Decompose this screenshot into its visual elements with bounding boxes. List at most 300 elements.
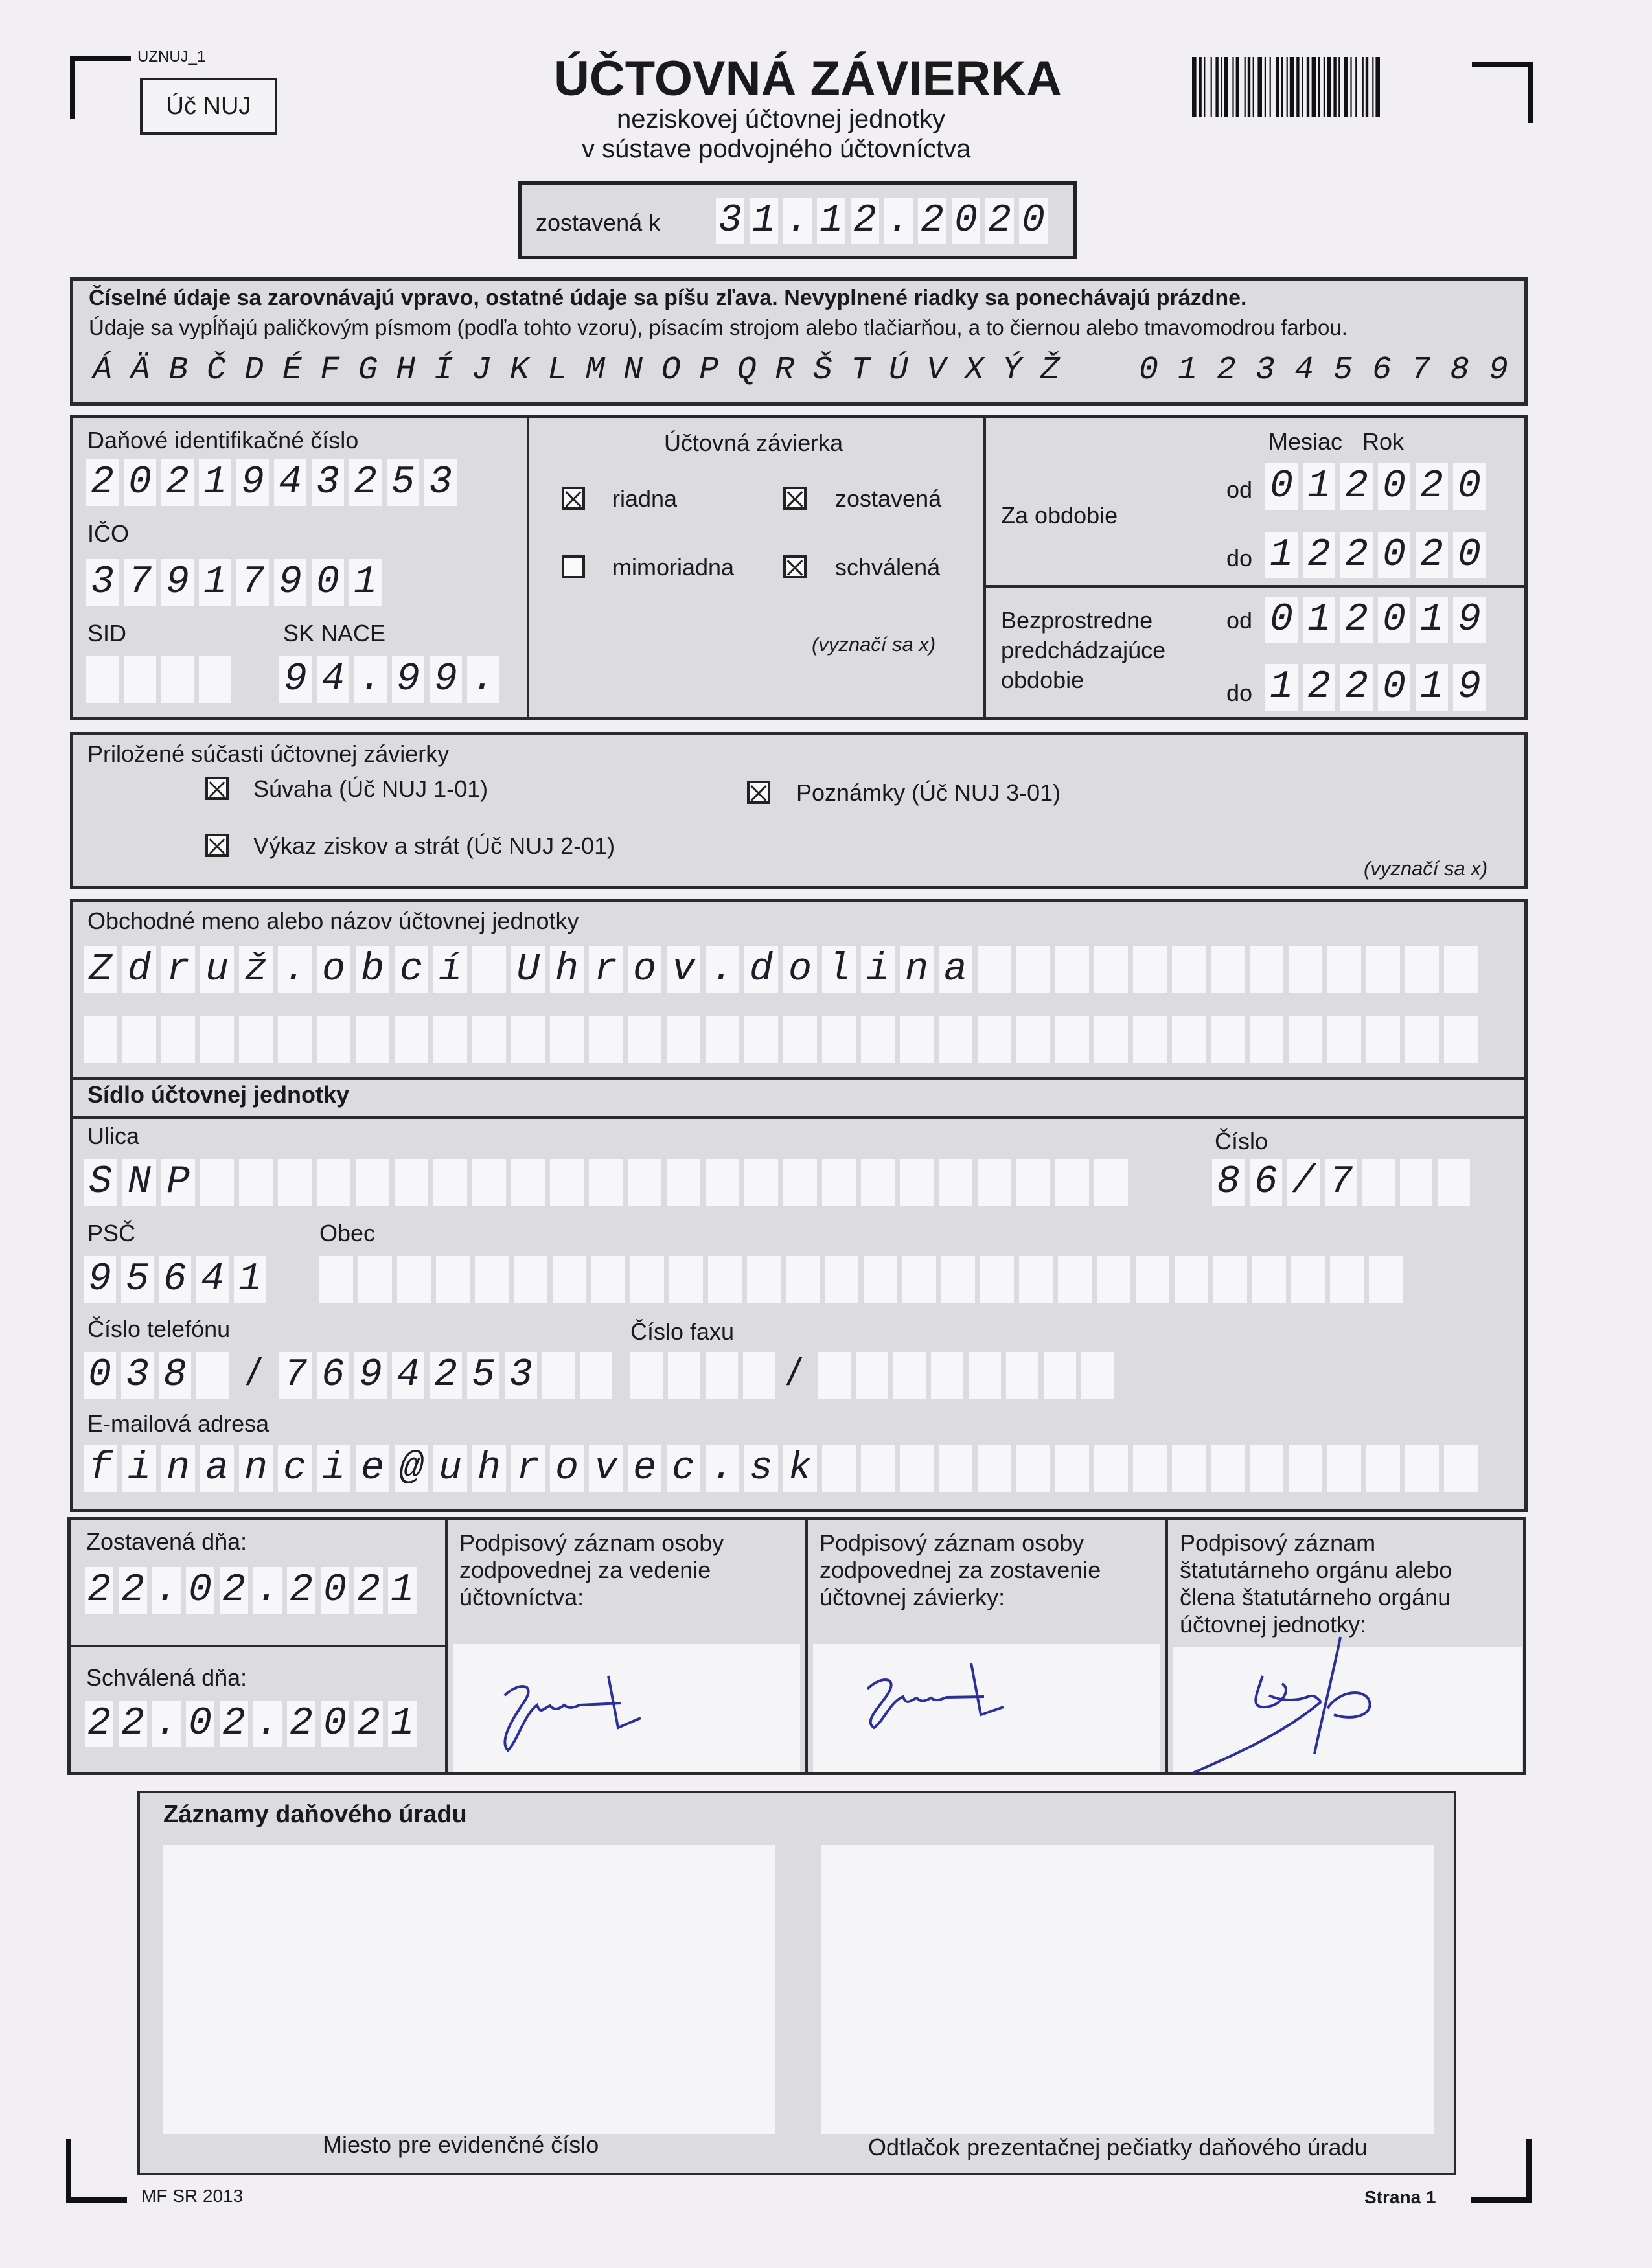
char-cell[interactable]: 7 <box>236 559 269 606</box>
approved-on-cells[interactable] <box>85 1701 422 1747</box>
char-cell[interactable] <box>358 1256 392 1303</box>
char-cell[interactable] <box>161 656 194 703</box>
char-cell[interactable] <box>196 1352 229 1399</box>
char-cell[interactable] <box>1055 1159 1089 1206</box>
char-cell[interactable]: i <box>122 1445 156 1492</box>
char-cell[interactable]: o <box>628 946 661 993</box>
char-cell[interactable] <box>472 1159 506 1206</box>
char-cell[interactable] <box>589 1159 623 1206</box>
char-cell[interactable] <box>1444 1016 1478 1063</box>
char-cell[interactable] <box>1330 1256 1364 1303</box>
char-cell[interactable]: P <box>161 1159 195 1206</box>
char-cell[interactable]: 2 <box>85 1701 113 1747</box>
char-cell[interactable] <box>856 1352 888 1399</box>
char-cell[interactable]: 0 <box>1378 532 1410 578</box>
char-cell[interactable] <box>356 1159 389 1206</box>
char-cell[interactable] <box>900 1159 934 1206</box>
char-cell[interactable] <box>747 1256 781 1303</box>
char-cell[interactable]: 0 <box>1265 597 1298 643</box>
char-cell[interactable]: 2 <box>1340 532 1373 578</box>
char-cell[interactable]: 1 <box>1303 463 1335 510</box>
char-cell[interactable] <box>1438 1159 1470 1206</box>
char-cell[interactable]: 9 <box>161 559 194 606</box>
char-cell[interactable]: í <box>433 946 467 993</box>
char-cell[interactable]: c <box>395 946 428 993</box>
char-cell[interactable] <box>706 1016 739 1063</box>
char-cell[interactable]: . <box>253 1701 282 1747</box>
char-cell[interactable] <box>1369 1256 1403 1303</box>
char-cell[interactable] <box>978 1159 1011 1206</box>
char-cell[interactable]: N <box>122 1159 156 1206</box>
char-cell[interactable]: 9 <box>1453 664 1486 711</box>
char-cell[interactable] <box>980 1256 1014 1303</box>
char-cell[interactable] <box>1211 946 1245 993</box>
char-cell[interactable]: 5 <box>121 1256 154 1303</box>
char-cell[interactable] <box>1444 1445 1478 1492</box>
char-cell[interactable] <box>124 656 156 703</box>
char-cell[interactable]: 2 <box>1303 532 1335 578</box>
char-cell[interactable]: d <box>744 946 778 993</box>
char-cell[interactable] <box>200 1016 234 1063</box>
char-cell[interactable] <box>1172 946 1206 993</box>
char-cell[interactable]: 9 <box>274 559 306 606</box>
char-cell[interactable] <box>818 1352 851 1399</box>
char-cell[interactable] <box>1327 1445 1361 1492</box>
char-cell[interactable]: n <box>161 1445 195 1492</box>
char-cell[interactable]: o <box>783 946 817 993</box>
char-cell[interactable] <box>1405 1016 1439 1063</box>
char-cell[interactable] <box>822 1016 856 1063</box>
char-cell[interactable]: 1 <box>199 559 231 606</box>
char-cell[interactable]: 2 <box>287 1567 315 1614</box>
char-cell[interactable]: h <box>550 946 584 993</box>
char-cell[interactable] <box>900 1016 934 1063</box>
char-cell[interactable]: 0 <box>186 1701 214 1747</box>
char-cell[interactable] <box>1366 946 1400 993</box>
char-cell[interactable] <box>630 1256 664 1303</box>
entity-name-cells-2[interactable] <box>84 1016 1483 1063</box>
char-cell[interactable]: h <box>472 1445 506 1492</box>
char-cell[interactable]: 7 <box>124 559 156 606</box>
char-cell[interactable] <box>84 1016 117 1063</box>
char-cell[interactable] <box>628 1159 661 1206</box>
char-cell[interactable] <box>433 1016 467 1063</box>
char-cell[interactable]: 0 <box>1378 664 1410 711</box>
char-cell[interactable] <box>978 946 1011 993</box>
char-cell[interactable]: 5 <box>387 459 419 506</box>
char-cell[interactable] <box>511 1016 545 1063</box>
char-cell[interactable]: 2 <box>85 1567 113 1614</box>
char-cell[interactable] <box>822 1159 856 1206</box>
char-cell[interactable]: 0 <box>312 559 344 606</box>
char-cell[interactable] <box>1405 1445 1439 1492</box>
char-cell[interactable]: 6 <box>159 1256 191 1303</box>
char-cell[interactable] <box>122 1016 156 1063</box>
evidence-number-area[interactable] <box>163 1845 775 2134</box>
char-cell[interactable]: . <box>783 198 812 244</box>
char-cell[interactable] <box>200 1159 234 1206</box>
char-cell[interactable]: r <box>161 946 195 993</box>
char-cell[interactable]: . <box>467 656 499 703</box>
sknace-cells[interactable] <box>279 656 505 703</box>
char-cell[interactable] <box>825 1256 858 1303</box>
char-cell[interactable] <box>1289 1016 1322 1063</box>
char-cell[interactable]: 1 <box>388 1567 417 1614</box>
char-cell[interactable]: 2 <box>86 459 119 506</box>
char-cell[interactable]: @ <box>395 1445 428 1492</box>
char-cell[interactable] <box>317 1159 350 1206</box>
char-cell[interactable] <box>744 1159 778 1206</box>
char-cell[interactable]: . <box>152 1567 181 1614</box>
char-cell[interactable] <box>1016 1159 1050 1206</box>
char-cell[interactable]: 8 <box>1212 1159 1245 1206</box>
char-cell[interactable] <box>1094 1445 1128 1492</box>
char-cell[interactable]: Z <box>84 946 117 993</box>
char-cell[interactable]: 1 <box>234 1256 266 1303</box>
char-cell[interactable]: 3 <box>86 559 119 606</box>
checkbox-riadna[interactable] <box>562 487 585 510</box>
char-cell[interactable] <box>514 1256 547 1303</box>
char-cell[interactable]: k <box>783 1445 817 1492</box>
char-cell[interactable]: 2 <box>430 1352 462 1399</box>
char-cell[interactable]: 1 <box>1265 664 1298 711</box>
char-cell[interactable] <box>1250 1445 1283 1492</box>
char-cell[interactable]: 7 <box>279 1352 312 1399</box>
checkbox-schvalena[interactable] <box>783 555 807 578</box>
char-cell[interactable]: v <box>589 1445 623 1492</box>
char-cell[interactable]: v <box>667 946 700 993</box>
char-cell[interactable]: c <box>667 1445 700 1492</box>
char-cell[interactable] <box>319 1256 353 1303</box>
char-cell[interactable] <box>969 1352 1001 1399</box>
char-cell[interactable] <box>239 1016 273 1063</box>
checkbox-mimoriadna[interactable] <box>562 555 585 578</box>
char-cell[interactable] <box>1133 946 1167 993</box>
char-cell[interactable] <box>1405 946 1439 993</box>
char-cell[interactable]: b <box>356 946 389 993</box>
char-cell[interactable]: 1 <box>388 1701 417 1747</box>
char-cell[interactable]: 2 <box>918 198 946 244</box>
char-cell[interactable] <box>669 1256 703 1303</box>
char-cell[interactable]: 0 <box>1265 463 1298 510</box>
char-cell[interactable] <box>1211 1445 1245 1492</box>
dic-cells[interactable] <box>86 459 462 506</box>
city-cells[interactable] <box>319 1256 1408 1303</box>
char-cell[interactable]: 2 <box>1340 664 1373 711</box>
char-cell[interactable] <box>1289 1445 1322 1492</box>
char-cell[interactable]: . <box>278 946 312 993</box>
char-cell[interactable]: 0 <box>1453 532 1486 578</box>
char-cell[interactable]: 2 <box>985 198 1014 244</box>
psc-cells[interactable] <box>84 1256 271 1303</box>
char-cell[interactable]: 1 <box>199 459 231 506</box>
char-cell[interactable]: 9 <box>1453 597 1486 643</box>
char-cell[interactable]: 2 <box>119 1701 147 1747</box>
char-cell[interactable]: a <box>200 1445 234 1492</box>
char-cell[interactable] <box>822 1445 856 1492</box>
char-cell[interactable] <box>786 1256 820 1303</box>
char-cell[interactable] <box>1250 946 1283 993</box>
char-cell[interactable]: e <box>628 1445 661 1492</box>
char-cell[interactable]: 0 <box>124 459 156 506</box>
char-cell[interactable]: ž <box>239 946 273 993</box>
char-cell[interactable]: 4 <box>392 1352 424 1399</box>
char-cell[interactable]: f <box>84 1445 117 1492</box>
char-cell[interactable] <box>1172 1016 1206 1063</box>
char-cell[interactable] <box>1044 1352 1076 1399</box>
char-cell[interactable] <box>1094 946 1128 993</box>
char-cell[interactable] <box>902 1256 936 1303</box>
char-cell[interactable]: 9 <box>236 459 269 506</box>
char-cell[interactable]: 6 <box>317 1352 349 1399</box>
char-cell[interactable]: 6 <box>1250 1159 1282 1206</box>
char-cell[interactable] <box>542 1352 575 1399</box>
char-cell[interactable] <box>939 1016 972 1063</box>
char-cell[interactable]: n <box>900 946 934 993</box>
char-cell[interactable] <box>1291 1256 1325 1303</box>
prev-to-cells[interactable] <box>1265 664 1491 711</box>
char-cell[interactable] <box>1366 1016 1400 1063</box>
char-cell[interactable]: 1 <box>750 198 778 244</box>
char-cell[interactable]: l <box>822 946 856 993</box>
char-cell[interactable] <box>1058 1256 1092 1303</box>
char-cell[interactable] <box>472 946 506 993</box>
char-cell[interactable] <box>278 1159 312 1206</box>
char-cell[interactable] <box>1289 946 1322 993</box>
char-cell[interactable] <box>1327 946 1361 993</box>
char-cell[interactable]: 2 <box>1340 597 1373 643</box>
char-cell[interactable] <box>708 1256 742 1303</box>
street-cells[interactable] <box>84 1159 1133 1206</box>
char-cell[interactable]: a <box>939 946 972 993</box>
char-cell[interactable] <box>783 1159 817 1206</box>
char-cell[interactable] <box>900 1445 934 1492</box>
char-cell[interactable]: 2 <box>349 459 382 506</box>
char-cell[interactable] <box>1252 1256 1286 1303</box>
char-cell[interactable] <box>1016 1016 1050 1063</box>
char-cell[interactable] <box>861 1445 895 1492</box>
char-cell[interactable]: d <box>122 946 156 993</box>
char-cell[interactable] <box>239 1159 273 1206</box>
char-cell[interactable] <box>667 1159 700 1206</box>
ico-cells[interactable] <box>86 559 387 606</box>
char-cell[interactable] <box>1327 1016 1361 1063</box>
char-cell[interactable] <box>861 1159 895 1206</box>
char-cell[interactable] <box>743 1352 775 1399</box>
char-cell[interactable] <box>1055 1016 1089 1063</box>
cur-to-cells[interactable] <box>1265 532 1491 578</box>
char-cell[interactable]: . <box>354 656 387 703</box>
char-cell[interactable]: u <box>200 946 234 993</box>
char-cell[interactable]: 0 <box>1378 463 1410 510</box>
char-cell[interactable] <box>278 1016 312 1063</box>
char-cell[interactable] <box>1250 1016 1283 1063</box>
char-cell[interactable] <box>1136 1256 1169 1303</box>
char-cell[interactable]: . <box>253 1567 282 1614</box>
char-cell[interactable]: 0 <box>321 1701 349 1747</box>
char-cell[interactable]: S <box>84 1159 117 1206</box>
char-cell[interactable]: 2 <box>220 1567 248 1614</box>
char-cell[interactable]: 4 <box>317 656 349 703</box>
char-cell[interactable]: o <box>317 946 350 993</box>
entity-name-cells[interactable] <box>84 946 1483 993</box>
char-cell[interactable]: 2 <box>220 1701 248 1747</box>
char-cell[interactable]: 3 <box>716 198 744 244</box>
char-cell[interactable] <box>436 1256 470 1303</box>
char-cell[interactable] <box>475 1256 509 1303</box>
char-cell[interactable] <box>939 1159 972 1206</box>
char-cell[interactable]: 2 <box>851 198 879 244</box>
compiled-on-cells[interactable] <box>85 1567 422 1614</box>
char-cell[interactable] <box>978 1016 1011 1063</box>
char-cell[interactable] <box>511 1159 545 1206</box>
checkbox-vykaz[interactable] <box>205 834 229 857</box>
char-cell[interactable] <box>1175 1256 1208 1303</box>
char-cell[interactable]: 0 <box>952 198 980 244</box>
number-cells[interactable] <box>1212 1159 1475 1206</box>
char-cell[interactable]: 2 <box>1416 463 1448 510</box>
char-cell[interactable]: 2 <box>161 459 194 506</box>
char-cell[interactable]: . <box>706 946 739 993</box>
char-cell[interactable] <box>550 1016 584 1063</box>
char-cell[interactable] <box>1016 946 1050 993</box>
char-cell[interactable]: . <box>152 1701 181 1747</box>
char-cell[interactable] <box>1400 1159 1432 1206</box>
cur-from-cells[interactable] <box>1265 463 1491 510</box>
char-cell[interactable]: 3 <box>312 459 344 506</box>
char-cell[interactable] <box>1211 1016 1245 1063</box>
char-cell[interactable] <box>1016 1445 1050 1492</box>
stamp-area[interactable] <box>821 1845 1434 2134</box>
char-cell[interactable]: 3 <box>121 1352 154 1399</box>
char-cell[interactable] <box>589 1016 623 1063</box>
char-cell[interactable] <box>199 656 231 703</box>
char-cell[interactable] <box>1081 1352 1114 1399</box>
char-cell[interactable] <box>744 1016 778 1063</box>
char-cell[interactable] <box>861 1016 895 1063</box>
email-cells[interactable] <box>84 1445 1483 1492</box>
phone-cells[interactable] <box>279 1352 617 1399</box>
char-cell[interactable]: e <box>356 1445 389 1492</box>
char-cell[interactable]: 1 <box>1265 532 1298 578</box>
char-cell[interactable] <box>1055 1445 1089 1492</box>
char-cell[interactable]: 1 <box>817 198 845 244</box>
char-cell[interactable]: U <box>511 946 545 993</box>
char-cell[interactable]: 4 <box>274 459 306 506</box>
char-cell[interactable] <box>706 1352 738 1399</box>
char-cell[interactable] <box>161 1016 195 1063</box>
char-cell[interactable] <box>591 1256 625 1303</box>
char-cell[interactable]: i <box>861 946 895 993</box>
fax-cells[interactable] <box>818 1352 1119 1399</box>
char-cell[interactable] <box>550 1159 584 1206</box>
char-cell[interactable] <box>1362 1159 1395 1206</box>
char-cell[interactable] <box>1055 946 1089 993</box>
char-cell[interactable]: 0 <box>186 1567 214 1614</box>
prev-from-cells[interactable] <box>1265 597 1491 643</box>
fax-prefix-cells[interactable] <box>630 1352 781 1399</box>
char-cell[interactable]: u <box>433 1445 467 1492</box>
char-cell[interactable]: 0 <box>321 1567 349 1614</box>
char-cell[interactable]: 2 <box>287 1701 315 1747</box>
char-cell[interactable] <box>356 1016 389 1063</box>
char-cell[interactable] <box>317 1016 350 1063</box>
char-cell[interactable] <box>939 1445 972 1492</box>
char-cell[interactable] <box>630 1352 663 1399</box>
char-cell[interactable]: i <box>317 1445 350 1492</box>
phone-prefix-cells[interactable] <box>84 1352 234 1399</box>
char-cell[interactable] <box>893 1352 926 1399</box>
char-cell[interactable]: o <box>550 1445 584 1492</box>
char-cell[interactable] <box>1213 1256 1247 1303</box>
char-cell[interactable]: 9 <box>392 656 424 703</box>
char-cell[interactable] <box>1366 1445 1400 1492</box>
char-cell[interactable] <box>1172 1445 1206 1492</box>
char-cell[interactable]: 4 <box>196 1256 229 1303</box>
char-cell[interactable]: n <box>239 1445 273 1492</box>
char-cell[interactable]: 0 <box>1453 463 1486 510</box>
char-cell[interactable]: / <box>1287 1159 1320 1206</box>
char-cell[interactable] <box>553 1256 586 1303</box>
char-cell[interactable] <box>86 656 119 703</box>
char-cell[interactable]: 9 <box>279 656 312 703</box>
char-cell[interactable] <box>1133 1016 1167 1063</box>
char-cell[interactable] <box>433 1159 467 1206</box>
char-cell[interactable]: 0 <box>84 1352 116 1399</box>
char-cell[interactable]: 9 <box>430 656 462 703</box>
char-cell[interactable]: 0 <box>1019 198 1048 244</box>
char-cell[interactable]: 3 <box>505 1352 537 1399</box>
checkbox-zostavena[interactable] <box>783 487 807 510</box>
char-cell[interactable]: 3 <box>424 459 457 506</box>
char-cell[interactable]: 0 <box>1378 597 1410 643</box>
char-cell[interactable]: r <box>511 1445 545 1492</box>
char-cell[interactable] <box>668 1352 700 1399</box>
char-cell[interactable] <box>783 1016 817 1063</box>
char-cell[interactable] <box>395 1016 428 1063</box>
sid-cells[interactable] <box>86 656 236 703</box>
char-cell[interactable] <box>864 1256 897 1303</box>
checkbox-poznamky[interactable] <box>747 781 770 804</box>
char-cell[interactable]: 9 <box>84 1256 116 1303</box>
char-cell[interactable] <box>978 1445 1011 1492</box>
char-cell[interactable] <box>472 1016 506 1063</box>
char-cell[interactable]: 9 <box>354 1352 387 1399</box>
char-cell[interactable] <box>941 1256 975 1303</box>
char-cell[interactable] <box>1006 1352 1038 1399</box>
char-cell[interactable] <box>580 1352 612 1399</box>
char-cell[interactable] <box>1019 1256 1053 1303</box>
char-cell[interactable] <box>395 1159 428 1206</box>
char-cell[interactable] <box>628 1016 661 1063</box>
char-cell[interactable]: 2 <box>354 1567 383 1614</box>
char-cell[interactable] <box>1133 1445 1167 1492</box>
char-cell[interactable]: 2 <box>119 1567 147 1614</box>
char-cell[interactable]: 1 <box>1416 597 1448 643</box>
char-cell[interactable] <box>667 1016 700 1063</box>
char-cell[interactable]: 7 <box>1325 1159 1357 1206</box>
char-cell[interactable] <box>931 1352 963 1399</box>
char-cell[interactable]: . <box>884 198 913 244</box>
char-cell[interactable]: 1 <box>1303 597 1335 643</box>
char-cell[interactable]: 1 <box>349 559 382 606</box>
char-cell[interactable] <box>1094 1159 1128 1206</box>
char-cell[interactable]: 8 <box>159 1352 191 1399</box>
char-cell[interactable] <box>1444 946 1478 993</box>
char-cell[interactable]: r <box>589 946 623 993</box>
char-cell[interactable] <box>706 1159 739 1206</box>
char-cell[interactable]: . <box>706 1445 739 1492</box>
